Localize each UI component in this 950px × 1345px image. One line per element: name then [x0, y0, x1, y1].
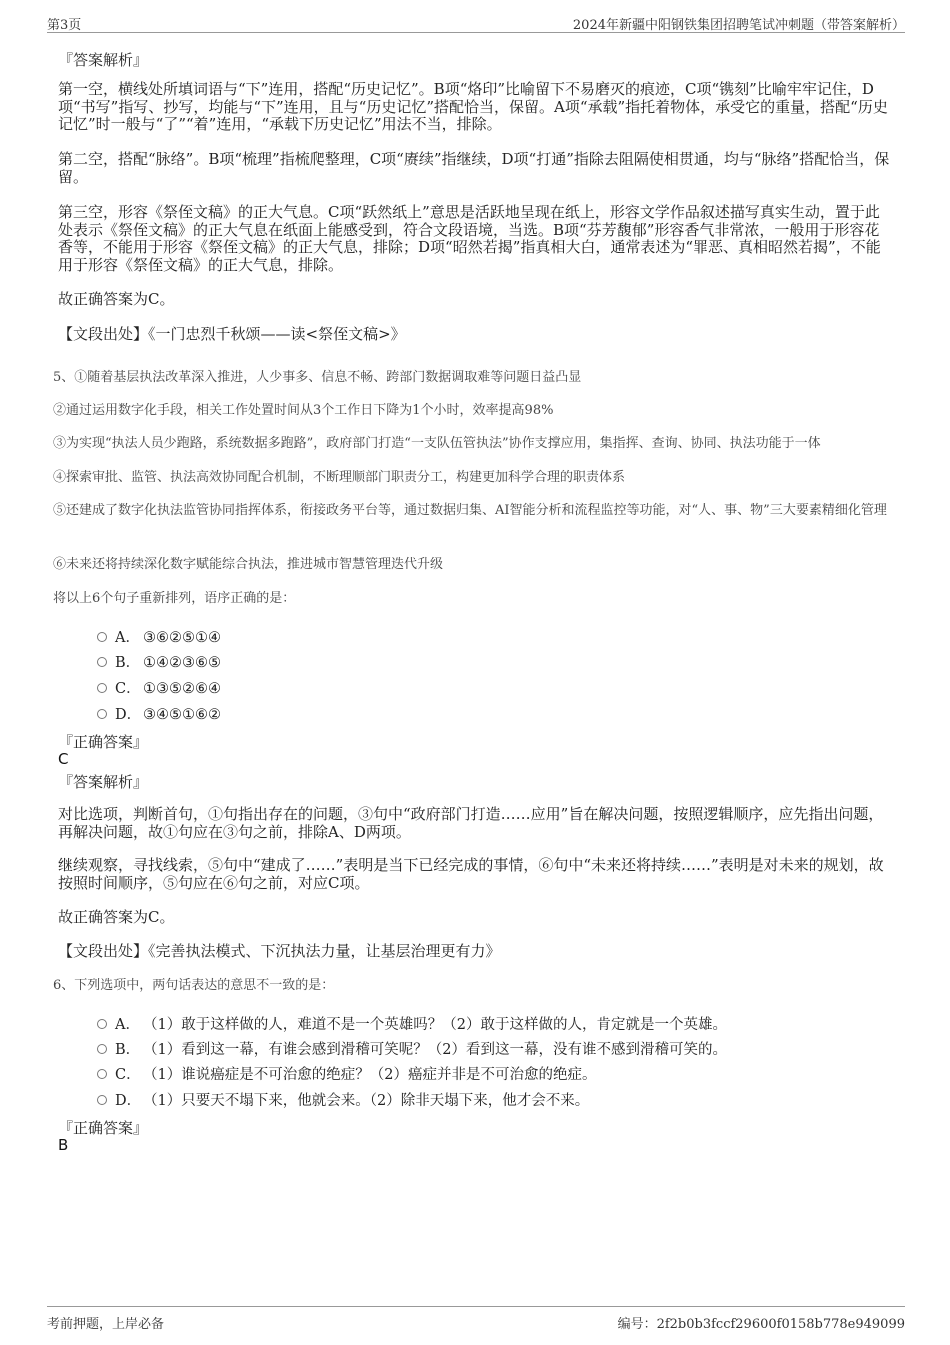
q5-option-c[interactable]: C． ①③⑤②⑥④: [97, 677, 221, 698]
q5-analysis-p2: 继续观察，寻找线索，⑤句中“建成了……”表明是当下已经完成的事情，⑥句中“未来还将持续……”表明是对未来的规划，故按照时间顺序，⑤句应在⑥句之前，对应C项。: [58, 856, 884, 892]
q5-option-a[interactable]: A． ③⑥②⑤①④: [97, 626, 221, 647]
q5-analysis-p1: 对比选项，判断首句，①句指出存在的问题，③句中“政府部门打造……应用”旨在解决问题，按照逻辑顺序，应先指出问题，再解决问题，故①句应在③句之前，排除A、D两项。: [58, 805, 884, 841]
document-title: 2024年新疆中阳钢铁集团招聘笔试冲刺题（带答案解析）: [572, 18, 905, 33]
q5-answer-label: 『正确答案』: [58, 733, 149, 751]
q6-option-a[interactable]: A． （1）敢于这样做的人，难道不是一个英雄吗？（2）敢于这样做的人，肯定就是一个英雄。: [97, 1013, 727, 1034]
footer-slogan: 考前押题，上岸必备: [47, 1317, 165, 1332]
q4-analysis-p1: 第一空，横线处所填词语与“下”连用，搭配“历史记忆”。B项“烙印”比喻留下不易磨灭的痕迹，C项“镌刻”比喻牢牢记住，D项“书写”指写、抄写，均能与“下”连用，且与“历史记忆”搭配恰当，保留。A项“承载”指托着物体，承受它的重量，搭配“历史记忆”时一般与“了”“着”连用，“承载下历史记忆”用法不当，排除。: [58, 80, 888, 133]
q6-option-b[interactable]: B． （1）看到这一幕，有谁会感到滑稽可笑呢？（2）看到这一幕，没有谁不感到滑稽可笑的。: [97, 1038, 727, 1059]
radio-icon[interactable]: [97, 709, 107, 719]
q5-line-3: ③为实现“执法人员少跑路，系统数据多跑路”，政府部门打造“一支队伍管执法”协作支撑应用，集指挥、查询、协同、执法功能于一体: [53, 436, 821, 451]
q5-conclusion: 故正确答案为C。: [58, 908, 175, 926]
q6-answer-label: 『正确答案』: [58, 1119, 149, 1137]
q5-analysis-label: 『答案解析』: [58, 773, 149, 791]
q6-answer: B: [58, 1136, 69, 1154]
q5-source: 【文段出处】《完善执法模式、下沉执法力量，让基层治理更有力》: [58, 942, 501, 960]
q4-analysis-p3: 第三空，形容《祭侄文稿》的正大气息。C项“跃然纸上”意思是活跃地呈现在纸上，形容文学作品叙述描写真实生动，置于此处表示《祭侄文稿》的正大气息在纸面上能感受到，符合文段语境，当选。B项“芬芳馥郁”形容香气非常浓，一般用于形容花香等，不能用于形容《祭侄文稿》的正大气息，排除；D项“昭然若揭”指真相大白，通常表述为“罪恶、真相昭然若揭”，不能用于形容《祭侄文稿》的正大气息，排除。: [58, 203, 881, 274]
page-number: 第3页: [47, 18, 82, 33]
q6-question: 6、下列选项中，两句话表达的意思不一致的是：: [53, 978, 335, 993]
q5-line-4: ④探索审批、监管、执法高效协同配合机制，不断理顺部门职责分工，构建更加科学合理的职责体系: [53, 470, 626, 485]
radio-icon[interactable]: [97, 1069, 107, 1079]
document-id: 编号：2f2b0b3fccf29600f0158b778e949099: [617, 1317, 905, 1332]
q5-line-2: ②通过运用数字化手段，相关工作处置时间从3个工作日下降为1个小时，效率提高98%: [53, 403, 554, 418]
radio-icon[interactable]: [97, 657, 107, 667]
q5-line-1: 5、①随着基层执法改革深入推进，人少事多、信息不畅、跨部门数据调取难等问题日益凸显: [53, 370, 582, 385]
q4-source: 【文段出处】《一门忠烈千秋颂——读<祭侄文稿>》: [58, 325, 406, 343]
q4-analysis-label: 『答案解析』: [58, 51, 149, 69]
radio-icon[interactable]: [97, 683, 107, 693]
q5-prompt: 将以上6个句子重新排列，语序正确的是：: [53, 591, 296, 606]
q5-line-6: ⑥未来还将持续深化数字赋能综合执法，推进城市智慧管理迭代升级: [53, 557, 444, 572]
radio-icon[interactable]: [97, 1044, 107, 1054]
q5-option-b[interactable]: B． ①④②③⑥⑤: [97, 651, 221, 672]
q4-analysis-p2: 第二空，搭配“脉络”。B项“梳理”指梳爬整理，C项“赓续”指继续，D项“打通”指除去阻隔使相贯通，均与“脉络”搭配恰当，保留。: [58, 150, 890, 186]
q5-line-5: ⑤还建成了数字化执法监管协同指挥体系，衔接政务平台等，通过数据归集、AI智能分析和流程监控等功能，对“人、事、物”三大要素精细化管理: [53, 503, 887, 518]
q5-option-d[interactable]: D． ③④⑤①⑥②: [97, 703, 221, 724]
radio-icon[interactable]: [97, 632, 107, 642]
page-footer: [47, 1306, 905, 1331]
q4-conclusion: 故正确答案为C。: [58, 290, 175, 308]
page-header: [47, 12, 905, 33]
radio-icon[interactable]: [97, 1019, 107, 1029]
q6-option-c[interactable]: C． （1）谁说癌症是不可治愈的绝症？（2）癌症并非是不可治愈的绝症。: [97, 1063, 596, 1084]
q6-option-d[interactable]: D． （1）只要天不塌下来，他就会来。（2）除非天塌下来，他才会不来。: [97, 1089, 589, 1110]
radio-icon[interactable]: [97, 1095, 107, 1105]
q5-answer: C: [58, 750, 69, 768]
